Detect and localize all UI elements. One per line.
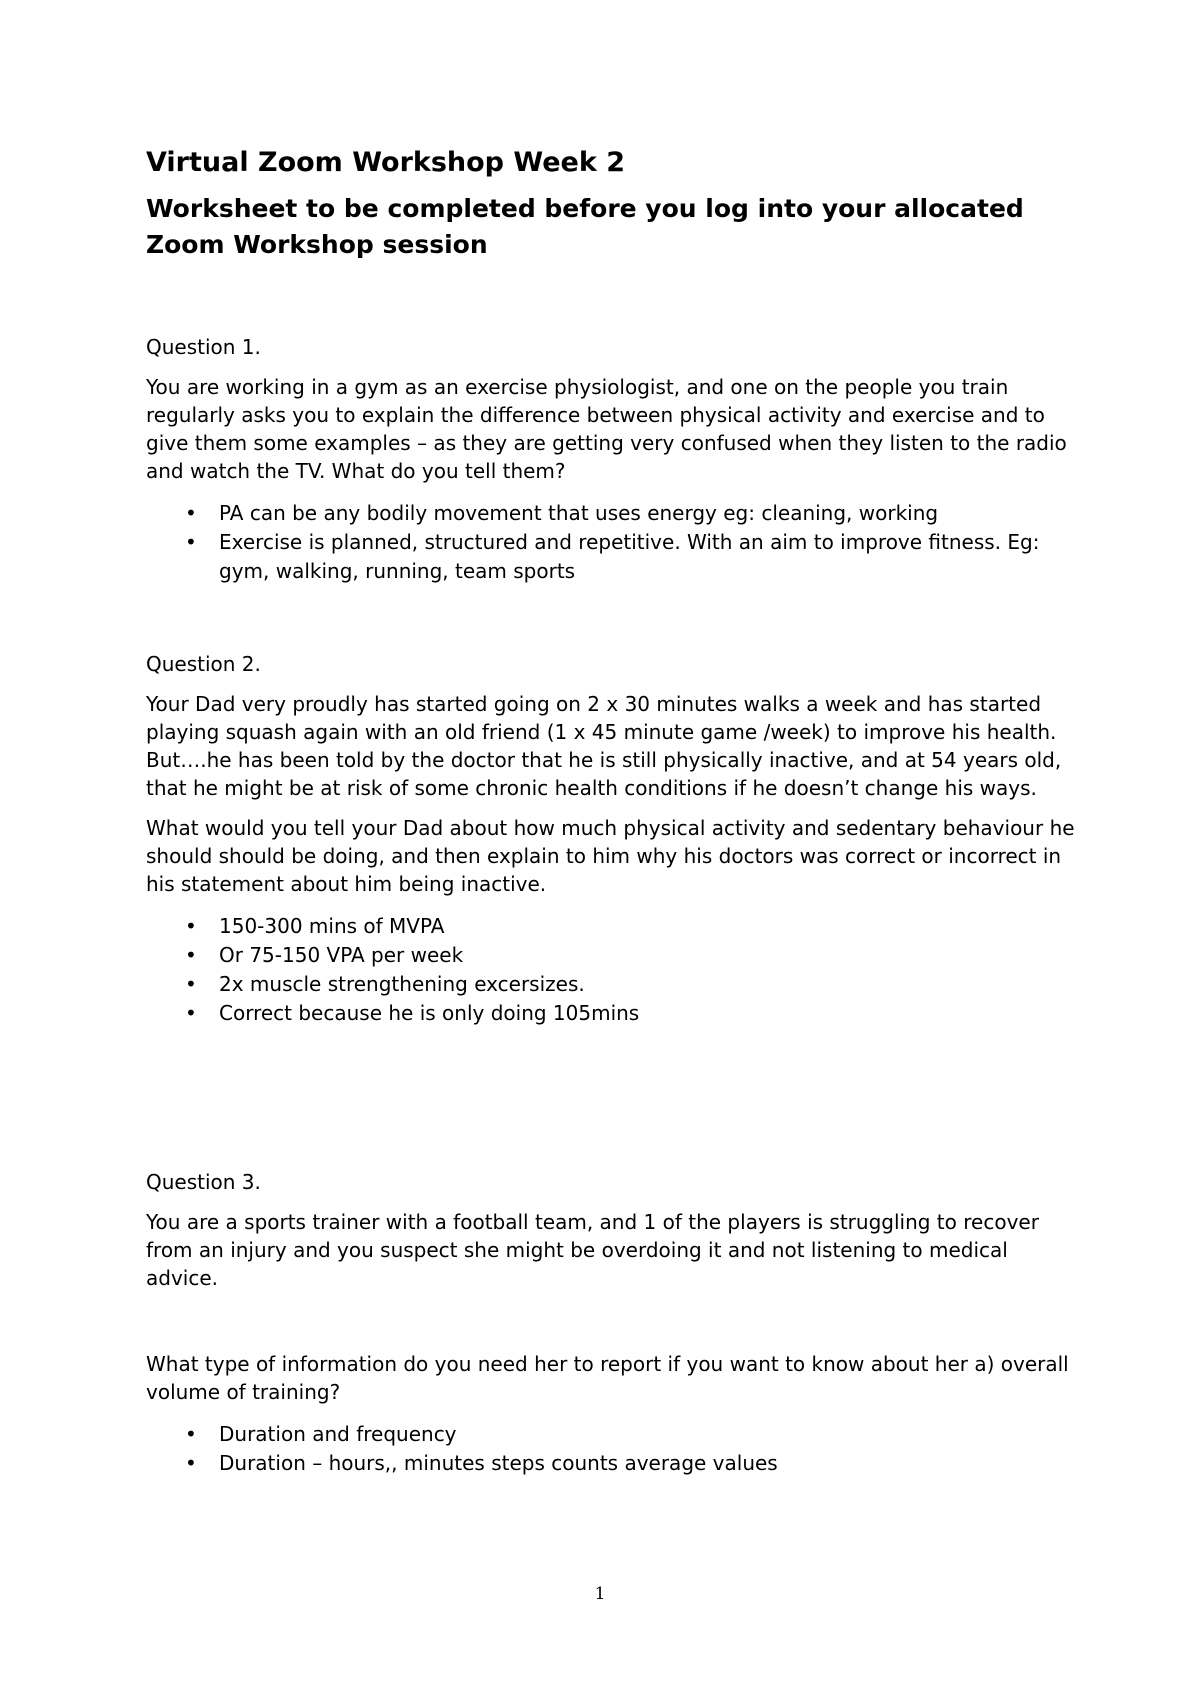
answer-item [146,941,1076,970]
question-text: What would you tell your Dad about how much physical activity and sedentary behaviour he should should be doing, and then explain to him why his doctors was correct or incorrect in his statement about him being inactive. [146,816,1075,896]
answer-text: Or 75-150 VPA per week [219,943,464,967]
answer-item [146,528,1076,586]
question-text: What type of information do you need her to report if you want to know about her a) overall volume of training? [146,1352,1069,1404]
answer-item [146,999,1076,1028]
question-label: Question 3. [146,1170,261,1194]
answer-list [146,1420,1076,1478]
question-text: You are a sports trainer with a football team, and 1 of the players is struggling to recover from an injury and you suspect she might be overdoing it and not listening to medical advice. [146,1210,1039,1290]
answer-text: 150-300 mins of MVPA [219,914,445,938]
answer-text: Duration and frequency [219,1422,457,1446]
bullet-icon: • [185,1422,197,1446]
answer-list [146,912,1076,1028]
question-1 [146,333,1076,586]
question-text: You are working in a gym as an exercise physiologist, and one on the people you train regularly asks you to explain the difference between physical activity and exercise and to give them some examples – as they are getting very confused when they listen to the radio and watch the TV. What do you tell them? [146,375,1067,483]
answer-text: Duration – hours,, minutes steps counts average values [219,1451,778,1475]
answer-item [146,912,1076,941]
question-text: Your Dad very proudly has started going on 2 x 30 minutes walks a week and has started playing squash again with an old friend (1 x 45 minute game /week) to improve his health. But….he has been told by the doctor that he is still physically inactive, and at 54 years old, that he might be at risk of some chronic health conditions if he doesn’t change his ways. [146,692,1062,800]
answer-text: Correct because he is only doing 105mins [219,1001,640,1025]
question-label: Question 1. [146,335,261,359]
answer-text: 2x muscle strengthening excersizes. [219,972,585,996]
question-label: Question 2. [146,652,261,676]
answer-text: PA can be any bodily movement that uses energy eg: cleaning, working [219,501,939,525]
question-2 [146,650,1076,1028]
page-number: 1 [594,1584,606,1604]
bullet-icon: • [185,914,197,938]
answer-text: Exercise is planned, structured and repetitive. With an aim to improve fitness. Eg: gym, walking, running, team sports [219,530,1040,583]
document-page [146,140,1076,1478]
answer-item [146,970,1076,999]
answer-item [146,1420,1076,1449]
bullet-icon: • [185,501,197,525]
bullet-icon: • [185,972,197,996]
page-subtitle: Worksheet to be completed before you log into your allocated Zoom Workshop session [146,194,1024,259]
page-title: Virtual Zoom Workshop Week 2 [146,147,625,178]
bullet-icon: • [185,530,197,554]
answer-item [146,1449,1076,1478]
bullet-icon: • [185,943,197,967]
bullet-icon: • [185,1451,197,1475]
answer-item [146,499,1076,528]
answer-list [146,499,1076,586]
question-3 [146,1168,1076,1478]
bullet-icon: • [185,1001,197,1025]
